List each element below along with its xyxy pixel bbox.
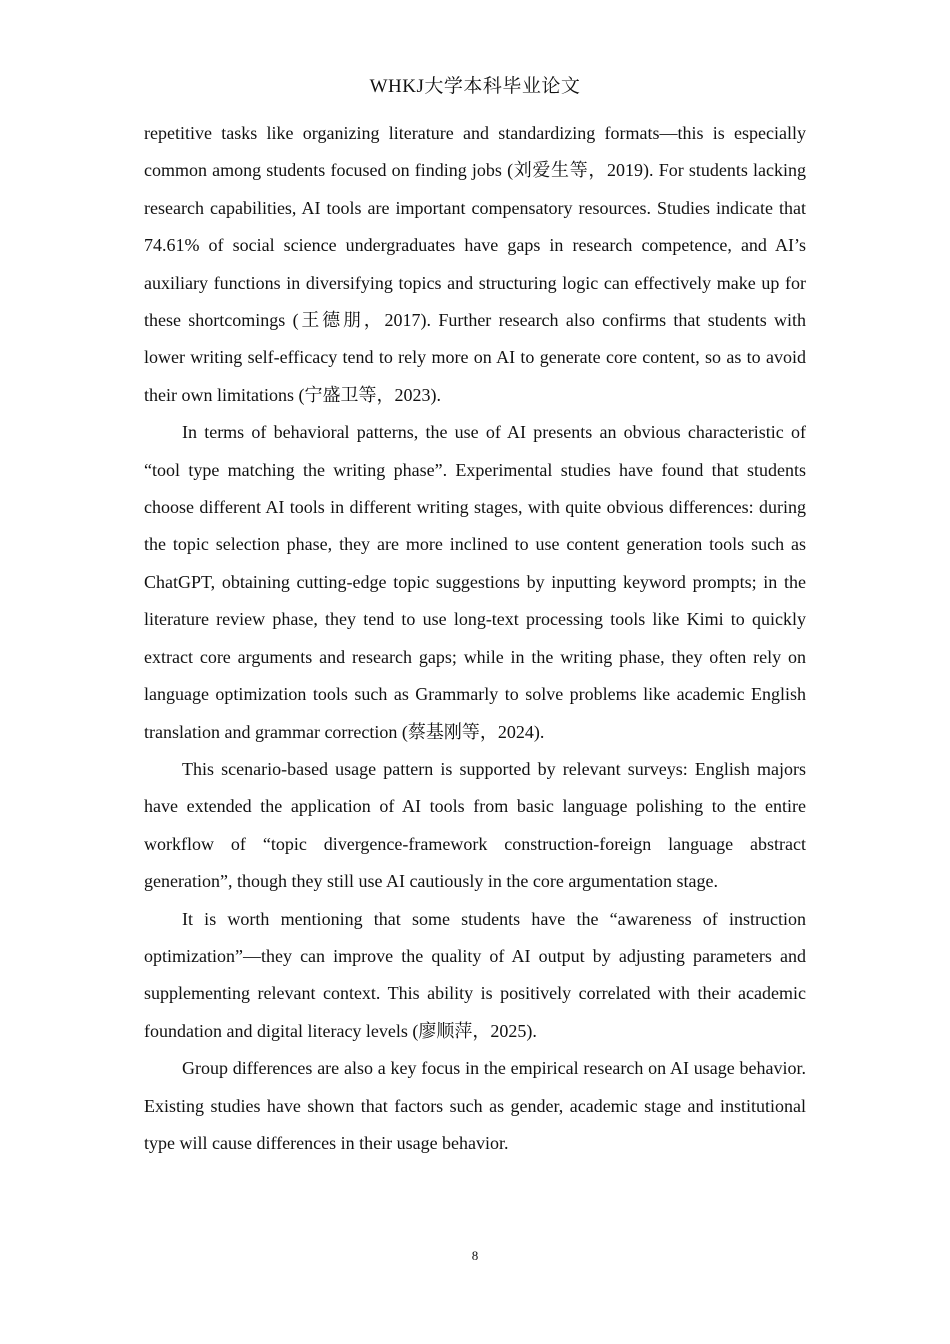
body-text (144, 115, 806, 1162)
paragraph-behavioral-patterns: In terms of behavioral patterns, the use of AI presents an obvious characteristic of “tool type matching the writing phase”. Experimental studies have found that students choose different AI tools in different writing stages, with quite obvious differences: during the topic selection phase, they are more inclined to use content generation tools such as ChatGPT, obtaining cutting-edge topic suggestions by inputting keyword prompts; in the literature review phase, they tend to use long-text processing tools like Kimi to quickly extract core arguments and research gaps; while in the writing phase, they often rely on language optimization tools such as Grammarly to solve problems like academic English translation and grammar correction (蔡基刚等，2024). (144, 422, 806, 742)
page-number: 8 (471, 1248, 479, 1263)
paragraph-group-differences: Group differences are also a key focus in the empirical research on AI usage behavior. Existing studies have shown that factors such as gender, academic stage and institutional type will cause differences in their usage behavior. (144, 1058, 806, 1153)
paragraph-instruction-optimization: It is worth mentioning that some students have the “awareness of instruction optimization”—they can improve the quality of AI output by adjusting parameters and supplementing relevant context. This ability is positively correlated with their academic foundation and digital literacy levels (廖顺萍，2025). (144, 908, 806, 1041)
running-header: WHKJ大学本科毕业论文 (369, 76, 581, 97)
paragraph-continued: repetitive tasks like organizing literature and standardizing formats—this is especially common among students focused on finding jobs (刘爱生等，2019). For students lacking research capabilities, AI tools are important compensatory resources. Studies indicate that 74.61% of social science undergraduates have gaps in research competence, and AI’s auxiliary functions in diversifying topics and structuring logic can effectively make up for these shortcomings (王德朋，2017). Further research also confirms that students with lower writing self-efficacy tend to rely more on AI to generate core content, so as to avoid their own limitations (宁盛卫等，2023). (144, 123, 806, 405)
paragraph-usage-pattern: This scenario-based usage pattern is supported by relevant surveys: English majors have extended the application of AI tools from basic language polishing to the entire workflow of “topic divergence-framework construction-foreign language abstract generation”, though they still use AI cautiously in the core argumentation stage. (144, 758, 806, 892)
